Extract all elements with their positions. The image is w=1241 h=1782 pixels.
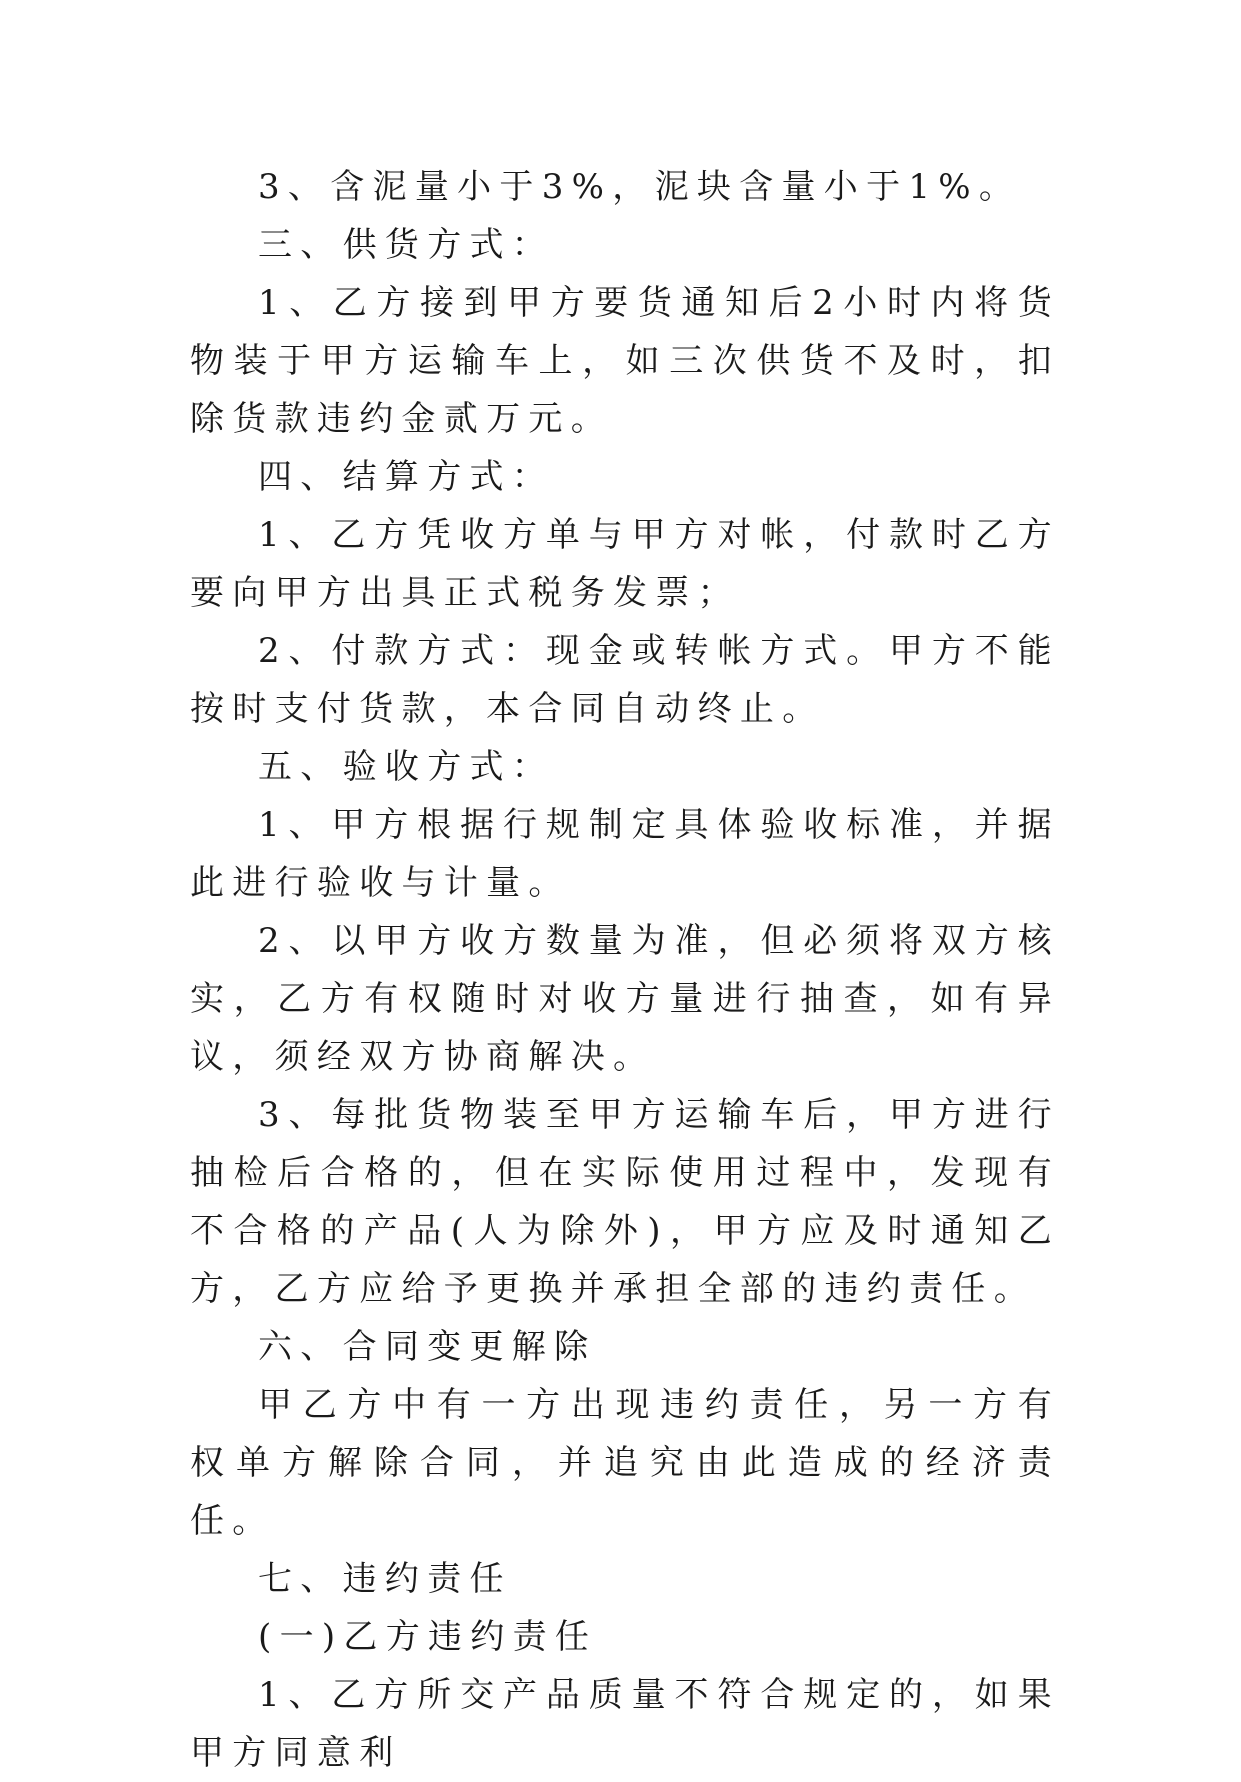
paragraph-payment-method: 2、付款方式：现金或转帐方式。甲方不能按时支付货款，本合同自动终止。 [190, 631, 1060, 729]
section-heading-contract-change: 六、合同变更解除 [258, 1327, 597, 1367]
document-body [190, 158, 1060, 1782]
paragraph-quality-nonconformity: 1、乙方所交产品质量不符合规定的，如果甲方同意利 [190, 1675, 1060, 1773]
paragraph-acceptance-standard: 1、甲方根据行规制定具体验收标准，并据此进行验收与计量。 [190, 805, 1060, 903]
section-heading-settlement-method: 四、结算方式： [258, 457, 555, 497]
subsection-heading-party-b-liability: (一)乙方违约责任 [258, 1617, 598, 1657]
paragraph-mud-content: 3、含泥量小于3%，泥块含量小于1%。 [258, 167, 1022, 207]
paragraph-supply-terms: 1、乙方接到甲方要货通知后2小时内将货物装于甲方运输车上，如三次供货不及时，扣除货款违约金贰万元。 [190, 283, 1060, 439]
paragraph-contract-termination: 甲乙方中有一方出现违约责任，另一方有权单方解除合同，并追究由此造成的经济责任。 [190, 1385, 1060, 1541]
section-heading-liability: 七、违约责任 [258, 1559, 512, 1599]
paragraph-acceptance-defects: 3、每批货物装至甲方运输车后，甲方进行抽检后合格的，但在实际使用过程中，发现有不合格的产品(人为除外)，甲方应及时通知乙方，乙方应给予更换并承担全部的违约责任。 [190, 1095, 1060, 1309]
section-heading-acceptance-method: 五、验收方式： [258, 747, 555, 787]
paragraph-acceptance-quantity: 2、以甲方收方数量为准，但必须将双方核实，乙方有权随时对收方量进行抽查，如有异议，须经双方协商解决。 [190, 921, 1060, 1077]
section-heading-supply-method: 三、供货方式： [258, 225, 555, 265]
paragraph-settlement-invoice: 1、乙方凭收方单与甲方对帐，付款时乙方要向甲方出具正式税务发票； [190, 515, 1060, 613]
